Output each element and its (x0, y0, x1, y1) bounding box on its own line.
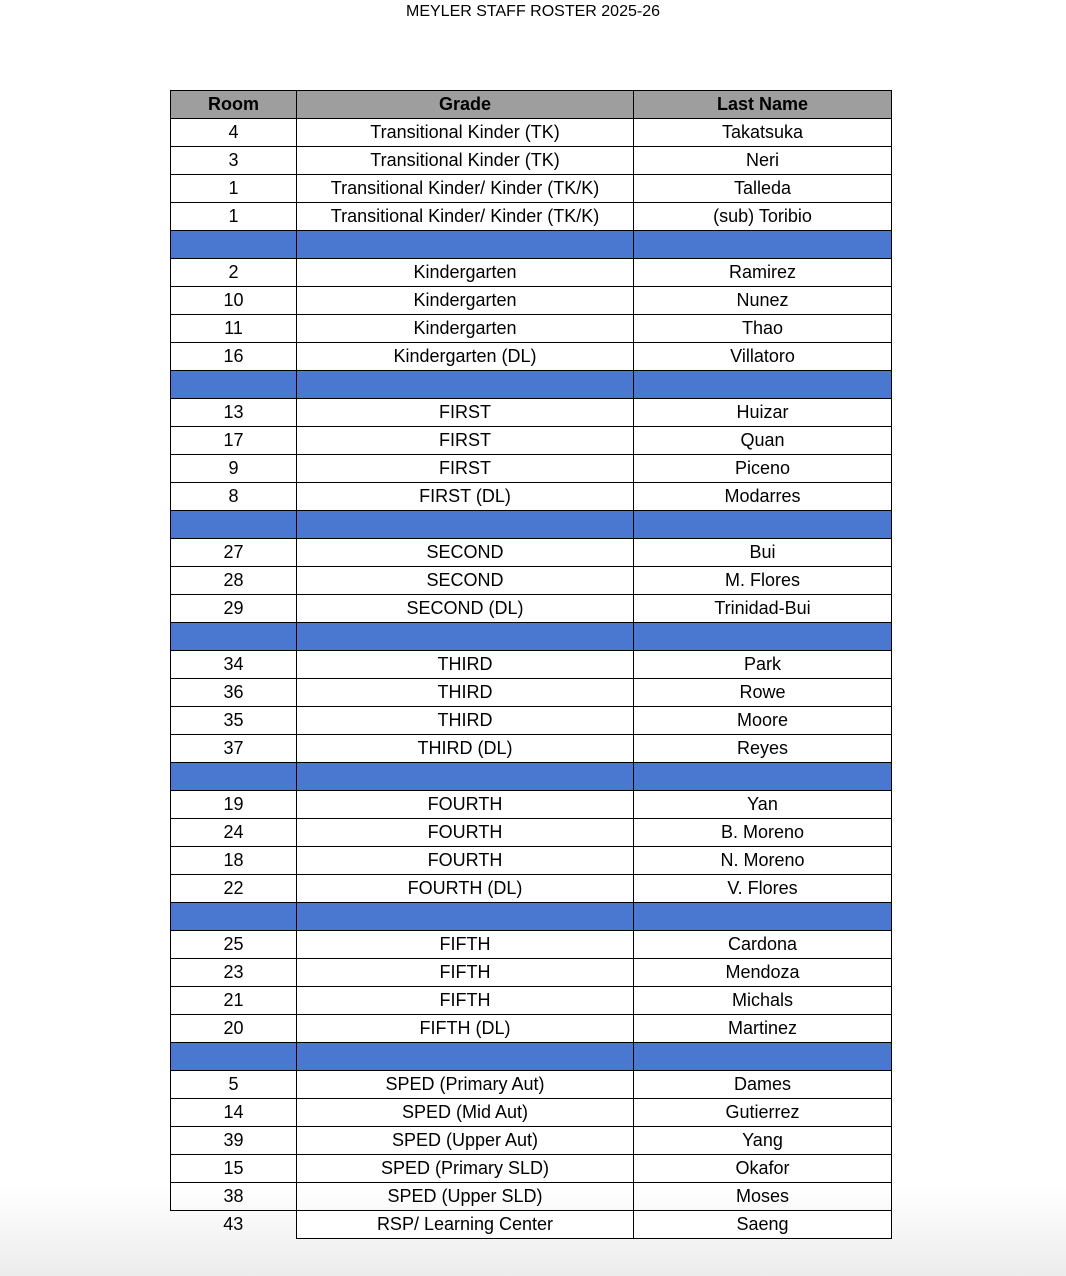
grade-cell: RSP/ Learning Center (297, 1211, 634, 1239)
table-row (171, 203, 892, 231)
room-cell: 27 (171, 539, 297, 567)
last-name-cell: Quan (634, 427, 892, 455)
room-cell: 34 (171, 651, 297, 679)
room-cell: 37 (171, 735, 297, 763)
last-name-cell: Gutierrez (634, 1099, 892, 1127)
table-row (171, 455, 892, 483)
table-row (171, 679, 892, 707)
grade-cell: FOURTH (297, 791, 634, 819)
table-header-row (171, 91, 892, 119)
room-cell: 21 (171, 987, 297, 1015)
grade-cell: Transitional Kinder (TK) (297, 147, 634, 175)
separator-cell (297, 903, 634, 931)
last-name-cell: Bui (634, 539, 892, 567)
grade-cell: THIRD (297, 679, 634, 707)
grade-cell: SPED (Upper Aut) (297, 1127, 634, 1155)
separator-cell (634, 371, 892, 399)
last-name-cell: Talleda (634, 175, 892, 203)
table-row (171, 1211, 892, 1239)
last-name-cell: (sub) Toribio (634, 203, 892, 231)
grade-cell: FIRST (297, 399, 634, 427)
document-title: MEYLER STAFF ROSTER 2025-26 (406, 3, 660, 20)
room-cell: 38 (171, 1183, 297, 1211)
table-row (171, 791, 892, 819)
grade-cell: THIRD (297, 707, 634, 735)
grade-cell: FIFTH (DL) (297, 1015, 634, 1043)
separator-cell (634, 763, 892, 791)
room-cell: 14 (171, 1099, 297, 1127)
staff-roster-table (170, 90, 892, 1239)
grade-cell: Transitional Kinder/ Kinder (TK/K) (297, 203, 634, 231)
column-header-last-name: Last Name (634, 91, 892, 119)
room-cell: 23 (171, 959, 297, 987)
table-row (171, 651, 892, 679)
room-cell: 22 (171, 875, 297, 903)
grade-cell: FIRST (297, 455, 634, 483)
separator-cell (171, 1043, 297, 1071)
grade-cell: FIRST (297, 427, 634, 455)
grade-cell: THIRD (DL) (297, 735, 634, 763)
separator-cell (171, 903, 297, 931)
table-row (171, 539, 892, 567)
grade-cell: FOURTH (297, 819, 634, 847)
grade-cell: FIFTH (297, 959, 634, 987)
table-row (171, 1015, 892, 1043)
last-name-cell: Moses (634, 1183, 892, 1211)
table-row (171, 343, 892, 371)
separator-cell (297, 231, 634, 259)
table-body (171, 119, 892, 1239)
table-row (171, 483, 892, 511)
last-name-cell: N. Moreno (634, 847, 892, 875)
separator-cell (634, 1043, 892, 1071)
room-cell: 13 (171, 399, 297, 427)
last-name-cell: Cardona (634, 931, 892, 959)
separator-cell (297, 371, 634, 399)
room-cell: 5 (171, 1071, 297, 1099)
last-name-cell: Modarres (634, 483, 892, 511)
last-name-cell: Yan (634, 791, 892, 819)
room-cell: 29 (171, 595, 297, 623)
last-name-cell: B. Moreno (634, 819, 892, 847)
room-cell: 28 (171, 567, 297, 595)
grade-cell: Kindergarten (297, 287, 634, 315)
grade-separator-row (171, 231, 892, 259)
grade-cell: Transitional Kinder (TK) (297, 119, 634, 147)
grade-cell: Transitional Kinder/ Kinder (TK/K) (297, 175, 634, 203)
table-row (171, 987, 892, 1015)
grade-separator-row (171, 1043, 892, 1071)
grade-cell: SPED (Mid Aut) (297, 1099, 634, 1127)
table-row (171, 847, 892, 875)
grade-separator-row (171, 763, 892, 791)
room-cell: 8 (171, 483, 297, 511)
last-name-cell: Huizar (634, 399, 892, 427)
room-cell: 4 (171, 119, 297, 147)
separator-cell (634, 511, 892, 539)
room-cell: 39 (171, 1127, 297, 1155)
last-name-cell: Okafor (634, 1155, 892, 1183)
table-row (171, 1099, 892, 1127)
grade-cell: Kindergarten (DL) (297, 343, 634, 371)
last-name-cell: Yang (634, 1127, 892, 1155)
last-name-cell: Nunez (634, 287, 892, 315)
room-cell: 10 (171, 287, 297, 315)
last-name-cell: Piceno (634, 455, 892, 483)
separator-cell (634, 903, 892, 931)
last-name-cell: Dames (634, 1071, 892, 1099)
table-row (171, 175, 892, 203)
separator-cell (297, 511, 634, 539)
table-row (171, 315, 892, 343)
table-row (171, 931, 892, 959)
room-cell: 1 (171, 203, 297, 231)
last-name-cell: V. Flores (634, 875, 892, 903)
room-cell: 43 (171, 1211, 297, 1239)
room-cell: 2 (171, 259, 297, 287)
last-name-cell: Ramirez (634, 259, 892, 287)
grade-cell: SECOND (297, 539, 634, 567)
table-row (171, 595, 892, 623)
separator-cell (171, 371, 297, 399)
grade-cell: SPED (Upper SLD) (297, 1183, 634, 1211)
table-row (171, 1183, 892, 1211)
room-cell: 1 (171, 175, 297, 203)
grade-separator-row (171, 371, 892, 399)
separator-cell (297, 1043, 634, 1071)
table-row (171, 287, 892, 315)
grade-separator-row (171, 903, 892, 931)
table-row (171, 735, 892, 763)
separator-cell (171, 231, 297, 259)
grade-cell: FIRST (DL) (297, 483, 634, 511)
table-row (171, 819, 892, 847)
separator-cell (171, 511, 297, 539)
column-header-room: Room (171, 91, 297, 119)
table-row (171, 1071, 892, 1099)
last-name-cell: Martinez (634, 1015, 892, 1043)
last-name-cell: Takatsuka (634, 119, 892, 147)
last-name-cell: Thao (634, 315, 892, 343)
room-cell: 36 (171, 679, 297, 707)
room-cell: 15 (171, 1155, 297, 1183)
last-name-cell: Park (634, 651, 892, 679)
last-name-cell: Villatoro (634, 343, 892, 371)
table-row (171, 427, 892, 455)
room-cell: 16 (171, 343, 297, 371)
separator-cell (634, 623, 892, 651)
table-row (171, 399, 892, 427)
table-row (171, 567, 892, 595)
grade-cell: SPED (Primary Aut) (297, 1071, 634, 1099)
room-cell: 11 (171, 315, 297, 343)
last-name-cell: Michals (634, 987, 892, 1015)
table-row (171, 707, 892, 735)
grade-cell: FIFTH (297, 931, 634, 959)
room-cell: 3 (171, 147, 297, 175)
grade-cell: THIRD (297, 651, 634, 679)
grade-cell: Kindergarten (297, 315, 634, 343)
separator-cell (171, 623, 297, 651)
table-row (171, 1127, 892, 1155)
grade-cell: FOURTH (297, 847, 634, 875)
room-cell: 19 (171, 791, 297, 819)
grade-cell: SPED (Primary SLD) (297, 1155, 634, 1183)
column-header-grade: Grade (297, 91, 634, 119)
separator-cell (171, 763, 297, 791)
room-cell: 20 (171, 1015, 297, 1043)
table-row (171, 119, 892, 147)
table-row (171, 147, 892, 175)
grade-cell: Kindergarten (297, 259, 634, 287)
table-row (171, 875, 892, 903)
room-cell: 9 (171, 455, 297, 483)
grade-cell: FOURTH (DL) (297, 875, 634, 903)
table-row (171, 259, 892, 287)
separator-cell (297, 763, 634, 791)
room-cell: 17 (171, 427, 297, 455)
grade-separator-row (171, 511, 892, 539)
table-row (171, 1155, 892, 1183)
grade-cell: FIFTH (297, 987, 634, 1015)
last-name-cell: Neri (634, 147, 892, 175)
room-cell: 35 (171, 707, 297, 735)
last-name-cell: Mendoza (634, 959, 892, 987)
last-name-cell: Moore (634, 707, 892, 735)
room-cell: 25 (171, 931, 297, 959)
last-name-cell: Rowe (634, 679, 892, 707)
last-name-cell: Trinidad-Bui (634, 595, 892, 623)
room-cell: 18 (171, 847, 297, 875)
last-name-cell: M. Flores (634, 567, 892, 595)
separator-cell (634, 231, 892, 259)
last-name-cell: Reyes (634, 735, 892, 763)
separator-cell (297, 623, 634, 651)
grade-separator-row (171, 623, 892, 651)
grade-cell: SECOND (297, 567, 634, 595)
table-row (171, 959, 892, 987)
room-cell: 24 (171, 819, 297, 847)
grade-cell: SECOND (DL) (297, 595, 634, 623)
last-name-cell: Saeng (634, 1211, 892, 1239)
